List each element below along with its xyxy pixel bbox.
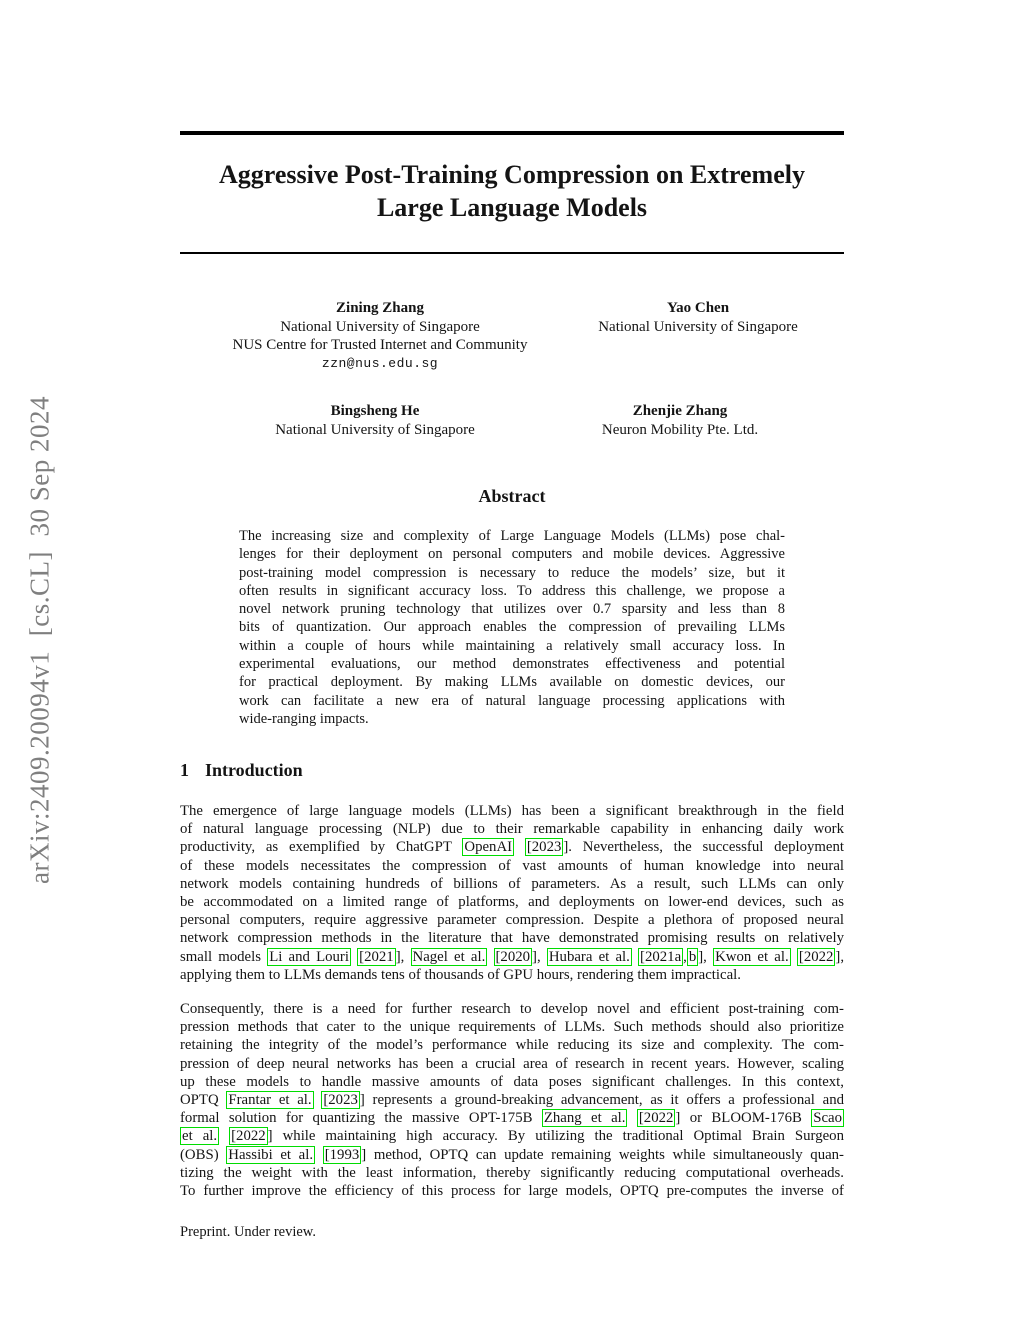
text-run: of these models necessitates the compression of vast amounts of human knowledge into neural bbox=[180, 857, 844, 874]
preprint-footer: Preprint. Under review. bbox=[180, 1224, 316, 1240]
citation-link[interactable]: [1993 bbox=[324, 1146, 360, 1163]
text-line bbox=[180, 893, 844, 911]
abstract-line: experimental evaluations, our method demonstrates effectiveness and potential bbox=[239, 656, 785, 673]
text-line bbox=[180, 838, 844, 856]
text-line bbox=[180, 1073, 844, 1091]
text-run: applying them to LLMs demands tens of thousands of GPU hours, rendering them impractical. bbox=[180, 966, 741, 983]
text-run: ] represents a ground-breaking advancement, as it offers a professional and bbox=[359, 1092, 844, 1109]
text-run: be accommodated on a limited range of platforms, and deployments on lower-end devices, such as bbox=[180, 894, 844, 911]
text-run bbox=[514, 839, 525, 855]
text-run bbox=[487, 949, 493, 965]
arxiv-watermark: arXiv:2409.20094v1 [cs.CL] 30 Sep 2024 bbox=[24, 396, 55, 884]
author-affiliation: National University of Singapore bbox=[598, 318, 798, 335]
text-line bbox=[180, 966, 844, 984]
text-run: (OBS) bbox=[180, 1146, 227, 1163]
author-affiliation: Neuron Mobility Pte. Ltd. bbox=[601, 421, 759, 438]
abstract-line: within a couple of hours while maintaining a relatively small accuracy loss. In bbox=[239, 637, 785, 654]
citation-link[interactable]: [2023 bbox=[526, 839, 562, 856]
section-number: 1 bbox=[180, 760, 189, 780]
text-run: ] or BLOOM-176B bbox=[675, 1110, 812, 1127]
citation-link[interactable]: Kwon et al. bbox=[715, 948, 789, 965]
citation-link[interactable]: Scao bbox=[813, 1110, 842, 1127]
abstract-line: work can facilitate a new era of natural language processing applications with bbox=[239, 692, 785, 709]
text-line bbox=[180, 948, 844, 966]
title-rule-top bbox=[180, 131, 844, 135]
text-run bbox=[315, 1147, 323, 1163]
author-block bbox=[530, 402, 830, 439]
citation-link[interactable]: [2023 bbox=[323, 1092, 358, 1109]
paper-title-line-1: Aggressive Post-Training Compression on Extremely bbox=[219, 160, 805, 189]
text-run: ] while maintaining high accuracy. By utilizing the traditional Optimal Brain Surgeon bbox=[267, 1128, 844, 1145]
text-run: tizing the weight with the least information, thereby significantly reducing computational overheads. bbox=[180, 1164, 844, 1181]
citation-link[interactable]: Hassibi et al. bbox=[228, 1146, 314, 1163]
title-rule-bottom bbox=[180, 252, 844, 254]
section-heading-introduction bbox=[180, 760, 844, 781]
paper-title bbox=[180, 158, 844, 224]
text-line bbox=[180, 820, 844, 838]
text-run: network models containing hundreds of billions of parameters. As a result, such LLMs can only bbox=[180, 875, 844, 892]
abstract-line: bits of quantization. Our approach enables the compression of prevailing LLMs bbox=[239, 619, 785, 636]
text-run bbox=[627, 1110, 636, 1126]
text-run: personal computers, require aggressive parameter compression. Despite a plethora of proposed neural bbox=[180, 912, 844, 929]
text-run: small models bbox=[180, 948, 268, 965]
author-email: zzn@nus.edu.sg bbox=[321, 355, 439, 371]
text-line bbox=[180, 1055, 844, 1073]
citation-link[interactable]: OpenAI bbox=[464, 839, 513, 856]
abstract-body bbox=[239, 527, 785, 728]
citation-link[interactable]: [2020 bbox=[495, 948, 531, 965]
citation-link[interactable]: Li and Louri bbox=[269, 948, 349, 965]
text-run: pression methods that cater to the unique requirements of LLMs. Such methods should also prioritize bbox=[180, 1019, 844, 1036]
text-run: up these models to handle massive amounts of data poses significant challenges. In this context, bbox=[180, 1073, 844, 1090]
text-line bbox=[180, 1182, 844, 1200]
abstract-heading: Abstract bbox=[478, 486, 546, 506]
text-run: formal solution for quantizing the massive OPT-175B bbox=[180, 1110, 542, 1127]
text-run: network compression methods in the literature that have demonstrated promising results on relatively bbox=[180, 930, 844, 947]
text-run: ]. Nevertheless, the successful deployment bbox=[563, 839, 844, 856]
citation-link[interactable]: [2022 bbox=[638, 1110, 674, 1127]
text-line bbox=[180, 875, 844, 893]
author-block bbox=[180, 299, 580, 373]
abstract-line: wide-ranging impacts. bbox=[239, 710, 369, 727]
author-affiliation: NUS Centre for Trusted Internet and Community bbox=[232, 337, 528, 353]
text-line bbox=[180, 1018, 844, 1036]
citation-link[interactable]: b bbox=[688, 948, 697, 965]
text-run: ], bbox=[532, 948, 547, 965]
text-line bbox=[180, 1036, 844, 1054]
author-block bbox=[175, 402, 575, 439]
text-line bbox=[180, 802, 844, 820]
author-block bbox=[548, 299, 848, 336]
text-run: ], bbox=[395, 948, 411, 965]
text-line bbox=[180, 1000, 844, 1018]
text-line bbox=[180, 1127, 844, 1145]
abstract-line: often results in significant accuracy loss. To address this challenge, we propose a bbox=[239, 582, 785, 599]
text-run: of natural language processing (NLP) due to their remarkable capability in enhancing daily work bbox=[180, 821, 844, 838]
text-run: The emergence of large language models (LLMs) has been a significant breakthrough in the field bbox=[180, 803, 844, 819]
citation-link[interactable]: et al. bbox=[182, 1128, 218, 1145]
text-run: pression of deep neural networks has been a crucial area of research in recent years. However, scaling bbox=[180, 1055, 844, 1072]
author-affiliation: National University of Singapore bbox=[275, 421, 475, 438]
text-run bbox=[791, 949, 797, 965]
abstract-line: The increasing size and complexity of Large Language Models (LLMs) pose chal- bbox=[239, 528, 785, 544]
text-line bbox=[180, 1091, 844, 1109]
abstract-line: for practical deployment. By making LLMs available on domestic devices, our bbox=[239, 674, 785, 691]
abstract-line: novel network pruning technology that utilizes over 0.7 sparsity and less than 8 bbox=[239, 601, 785, 618]
text-run: ], bbox=[835, 948, 845, 965]
text-line bbox=[180, 911, 844, 929]
citation-link[interactable]: [2022 bbox=[231, 1128, 266, 1145]
abstract-line: lenges for their deployment on personal computers and mobile devices. Aggressive bbox=[239, 546, 785, 563]
text-line bbox=[180, 1164, 844, 1182]
citation-link[interactable]: Frantar et al. bbox=[228, 1092, 312, 1109]
text-run bbox=[219, 1128, 229, 1144]
text-line bbox=[180, 1109, 844, 1127]
intro-paragraph-1 bbox=[180, 802, 844, 984]
author-name: Bingsheng He bbox=[330, 403, 420, 419]
text-run: OPTQ bbox=[180, 1092, 227, 1109]
author-affiliation: National University of Singapore bbox=[280, 318, 480, 335]
text-run: retaining the integrity of the model’s performance while reducing its size and complexity. The com- bbox=[180, 1037, 844, 1054]
text-line bbox=[180, 929, 844, 947]
citation-link[interactable]: Hubara et al. bbox=[548, 948, 630, 965]
text-run: To further improve the efficiency of this process for large models, OPTQ pre-computes the inverse of bbox=[180, 1183, 844, 1200]
text-run: productivity, as exemplified by ChatGPT bbox=[180, 839, 463, 856]
citation-link[interactable]: [2021 bbox=[359, 948, 394, 965]
citation-link[interactable]: [2021a bbox=[640, 948, 682, 965]
section-title: Introduction bbox=[205, 760, 303, 780]
author-name: Zining Zhang bbox=[336, 300, 424, 316]
intro-paragraph-2 bbox=[180, 1000, 844, 1200]
citation-link[interactable]: Nagel et al. bbox=[412, 948, 486, 965]
text-run: , bbox=[683, 948, 687, 965]
author-name: Yao Chen bbox=[666, 300, 730, 316]
abstract-line: post-training model compression is necessary to reduce the models’ size, but it bbox=[239, 564, 785, 581]
paper-title-line-2: Large Language Models bbox=[376, 193, 648, 222]
text-line bbox=[180, 857, 844, 875]
citation-link[interactable]: Zhang et al. bbox=[543, 1110, 626, 1127]
text-run: Consequently, there is a need for further research to develop novel and efficient post-training com- bbox=[180, 1001, 844, 1017]
text-line bbox=[180, 1146, 844, 1164]
text-run: ] method, OPTQ can update remaining weights while simultaneously quan- bbox=[361, 1146, 844, 1163]
text-run: ], bbox=[698, 948, 714, 965]
author-name: Zhenjie Zhang bbox=[632, 403, 728, 419]
citation-link[interactable]: [2022 bbox=[798, 948, 834, 965]
